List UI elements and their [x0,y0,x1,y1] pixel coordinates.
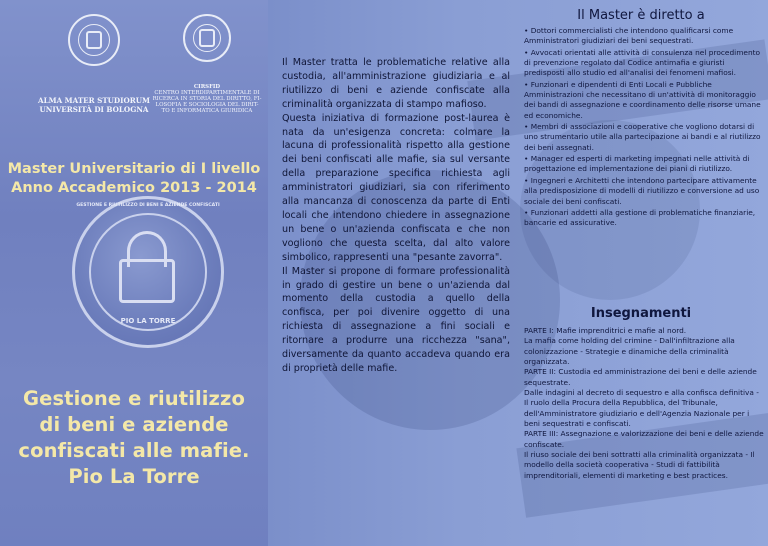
university-name-line-2: UNIVERSITÀ DI BOLOGNA [39,105,149,114]
audience-item: • Membri di associazioni e cooperative che vogliono dotarsi di uno strumentario utile alla partecipazione ai bandi e al riutilizzo dei beni assegnati. [524,122,761,152]
course-part-desc: Dalle indagini al decreto di sequestro e alla confisca definitiva - Il ruolo della Procura della Repubblica, del Tribunale, dell'Amministratore giudiziario e dell'Agenzia Nazionale per i beni sequestrati e confiscati. [524,388,759,429]
cirsfid-seal-icon [183,14,231,62]
description-text [282,56,510,376]
cirsfid-name: CIRSFID [193,84,221,90]
master-emblem [72,196,224,348]
cirsfid-desc-line: RICERCA IN STORIA DEL DIRITTO, FI- [152,96,262,102]
audience-item: • Funzionari e dipendenti di Enti Locali e Pubbliche Amministrazioni che necessitano di un'attività di monitoraggio dei bandi di assegnazione e coordinamento delle risorse umane ed economiche. [524,79,761,120]
audience-heading: Il Master è diretto a [577,8,705,23]
courses-list [524,326,764,481]
emblem-top-text: GESTIONE E RIUTILIZZO DI BENI E AZIENDE CONFISCATI [76,203,220,208]
title-line: Pio La Torre [68,465,200,488]
master-info [0,160,268,198]
description-paragraph: Il Master tratta le problematiche relative alla custodia, all'amministrazione giudiziaria e al riutilizzo di beni e aziende confiscate alla criminalità organizzata di stampo mafioso. [282,57,510,110]
audience-list [524,26,764,230]
courses-heading: Insegnamenti [590,306,692,321]
university-logo [34,14,154,114]
master-level: Master Universitario di I livello [7,161,261,177]
master-title [10,386,258,490]
course-part-title: PARTE III: Assegnazione e valorizzazione dei beni e delle aziende confiscate. [524,429,764,449]
title-line: di beni e aziende [39,413,229,436]
audience-item: • Ingegneri e Architetti che intendono partecipare attivamente alla predisposizione di modelli di riutilizzo e conversione ad uso sociale dei beni confiscati. [524,175,760,206]
university-name-line-1: ALMA MATER STUDIORUM [38,96,150,105]
description-paragraph: Il Master si propone di formare professionalità in grado di gestire un bene o un'azienda dal momento della custodia a quello della confisca, per poi divenire oggetto di una richiesta di assegnazione a fini sociali e ritornare a produrre una ricchezza "sana", diversamente da quanto accadeva quando era di proprietà delle mafie. [282,265,510,374]
course-part-title: PARTE I: Mafie imprenditrici e mafie al nord. [524,326,687,335]
title-line: confiscati alle mafie. [18,439,250,462]
padlock-body [119,259,175,303]
cirsfid-desc-line: LOSOFIA E SOCIOLOGIA DEL DIRIT- [155,102,259,108]
university-seal-icon [68,14,120,66]
audience-item: • Manager ed esperti di marketing impegnati nelle attività di progettazione ed implementazione dei piani di riutilizzo. [524,154,750,174]
academic-year: Anno Accademico 2013 - 2014 [11,180,257,196]
cirsfid-desc-line: CENTRO INTERDIPARTIMENTALE DI [154,90,260,96]
audience-item: • Funzionari addetti alla gestione di problematiche finanziarie, bancarie ed assicurative. [524,207,756,228]
course-part-title: PARTE II: Custodia ed amministrazione dei beni e delle aziende sequestrate. [524,367,757,387]
audience-item: • Dottori commercialisti che intendono qualificarsi come Amministratori giudiziari dei beni sequestrati. [524,26,734,46]
left-panel [0,0,268,546]
cirsfid-desc-line: TO E INFORMATICA GIURIDICA [161,108,253,114]
description-paragraph: Questa iniziativa di formazione post-laurea è nata da un'esigenza concreta: colmare la lacuna di professionalità rispetto alla gestione dei beni confiscati alle mafie, sia sul versante della preparazione specifica richiesta agli amministratori giudiziari, sia con riferimento alla mancanza di conoscenza da parte di Enti locali che intendono chiedere in assegnazione un bene o un'azienda confiscata e che non vogliono che questa scelta, dal alto valore simbolico, rappresenti una "pesante zavorra". [282,112,510,263]
course-part-desc: La mafia come holding del crimine - Dall'infiltrazione alla colonizzazione - Strategie e dinamiche della criminalità organizzata. [524,336,735,367]
cirsfid-logo [148,14,266,114]
audience-item: • Avvocati orientati alle attività di consulenza nel procedimento di prevenzione regolato dal Codice antimafia e giuristi predisposti allo studio ed all'analisi dei fenomeni mafiosi. [524,47,761,78]
course-part-desc: Il riuso sociale dei beni sottratti alla criminalità organizzata - Il modello della società cooperativa - Studi di fattibilità imprenditoriali, elementi di marketing e best practices. [524,450,755,480]
title-line: Gestione e riutilizzo [23,387,245,410]
emblem-bottom-text: PIO LA TORRE [120,317,176,325]
